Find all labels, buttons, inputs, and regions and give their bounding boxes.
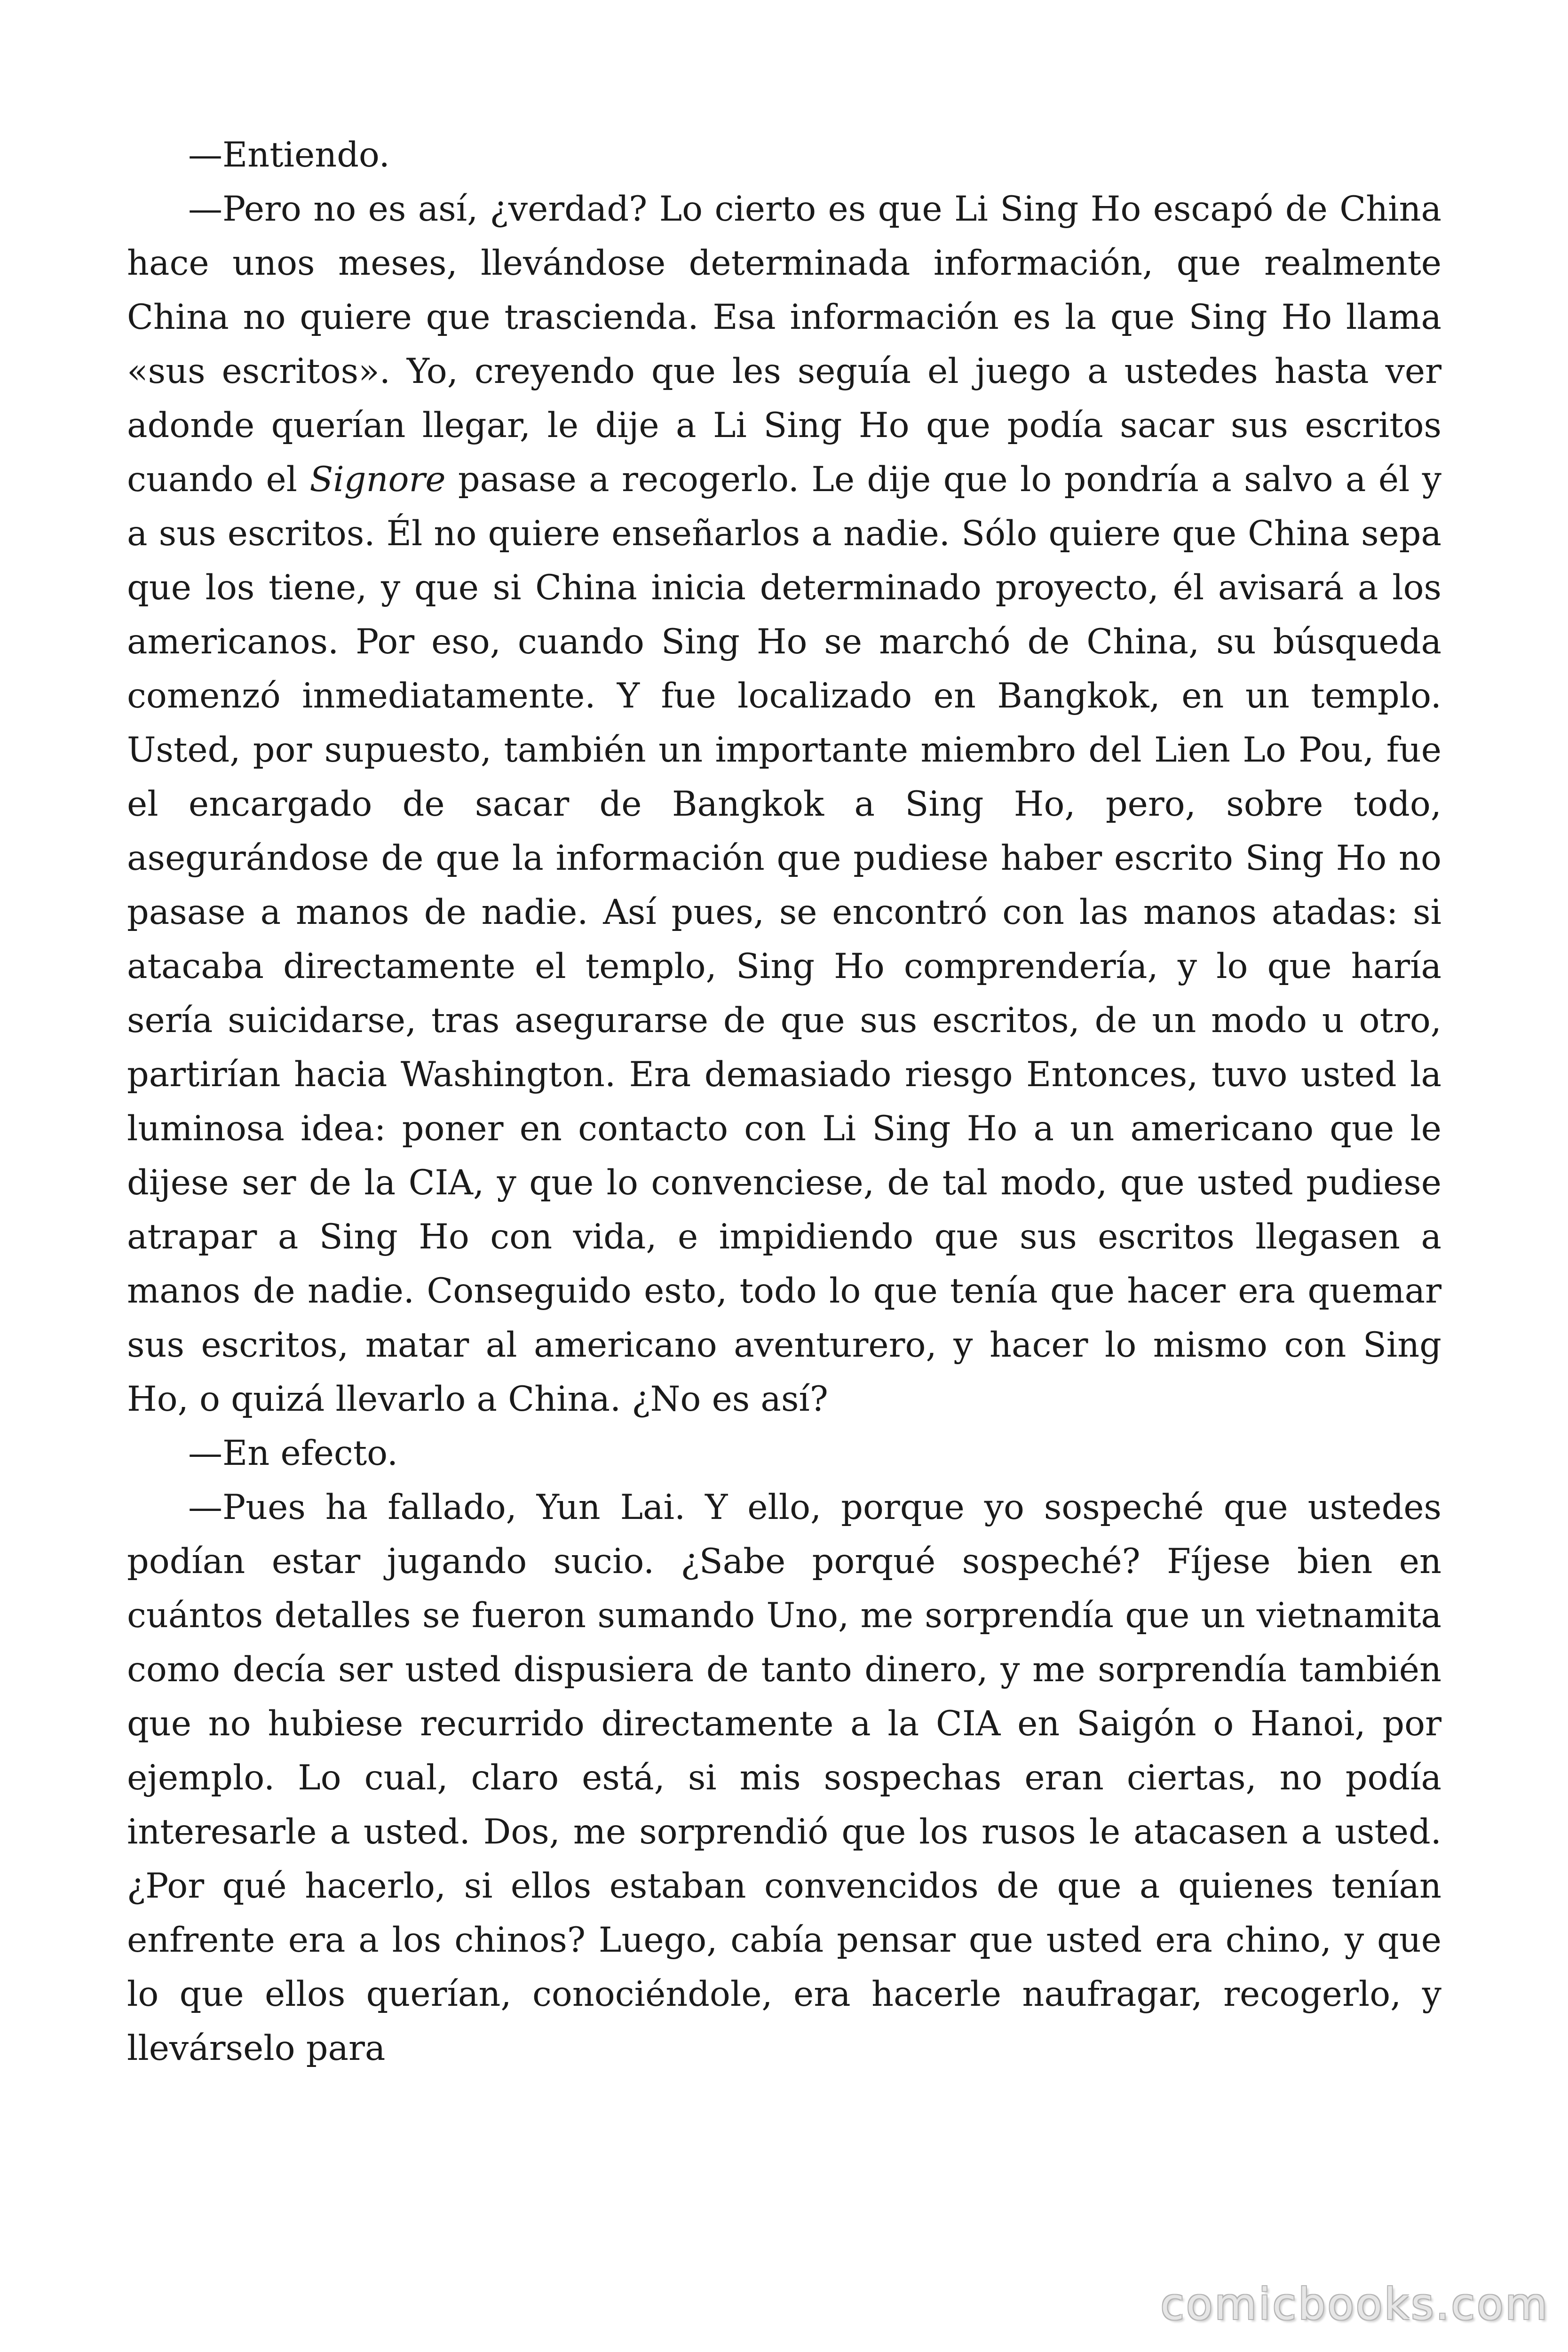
page-body xyxy=(127,128,1441,2075)
paragraph-pues-ha-fallado: —Pues ha fallado, Yun Lai. Y ello, porque yo sospeché que ustedes podían estar jugando sucio. ¿Sabe porqué sospeché? Fíjese bien en cuántos detalles se fueron sumando Uno, me sorprendía que un vietnamita como decía ser usted dispusiera de tanto dinero, y me sorprendía también que no hubiese recurrido directamente a la CIA en Saigón o Hanoi, por ejemplo. Lo cual, claro está, si mis sospechas eran ciertas, no podía interesarle a usted. Dos, me sorprendió que los rusos le atacasen a usted. ¿Por qué hacerlo, si ellos estaban convencidos de que a quienes tenían enfrente era a los chinos? Luego, cabía pensar que usted era chino, y que lo que ellos querían, conociéndole, era hacerle naufragar, recogerlo, y llevárselo para xyxy=(127,1487,1441,2068)
paragraph-entiendo: —Entiendo. xyxy=(188,135,390,175)
italic-signore: Signore xyxy=(309,460,446,500)
watermark-logo: comicbooks.com xyxy=(1160,2279,1549,2329)
paragraph-text-before-italic: —Pero no es así, ¿verdad? Lo cierto es que Li Sing Ho escapó de China hace unos meses, llevándose determinada información, que realmente China no quiere que trascienda. Esa información es la que Sing Ho llama «sus escritos». Yo, creyendo que les seguía el juego a ustedes hasta ver adonde querían llegar, le dije a Li Sing Ho que podía sacar sus escritos cuando el xyxy=(127,189,1441,500)
paragraph-li-sing-ho xyxy=(127,182,1441,1426)
paragraph-en-efecto: —En efecto. xyxy=(188,1433,398,1473)
paragraph-text-after-italic: pasase a recogerlo. Le dije que lo pondría a salvo a él y a sus escritos. Él no quiere enseñarlos a nadie. Sólo quiere que China sepa que los tiene, y que si China inicia determinado proyecto, él avisará a los americanos. Por eso, cuando Sing Ho se marchó de China, su búsqueda comenzó inmediatamente. Y fue localizado en Bangkok, en un templo. Usted, por supuesto, también un importante miembro del Lien Lo Pou, fue el encargado de sacar de Bangkok a Sing Ho, pero, sobre todo, asegurándose de que la información que pudiese haber escrito Sing Ho no pasase a manos de nadie. Así pues, se encontró con las manos atadas: si atacaba directamente el templo, Sing Ho comprendería, y lo que haría sería suicidarse, tras asegurarse de que sus escritos, de un modo u otro, partirían hacia Washington. Era demasiado riesgo Entonces, tuvo usted la luminosa idea: poner en contacto con Li Sing Ho a un americano que le dijese ser de la CIA, y que lo convenciese, de tal modo, que usted pudiese atrapar a Sing Ho con vida, e impidiendo que sus escritos llegasen a manos de nadie. Conseguido esto, todo lo que tenía que hacer era quemar sus escritos, matar al americano aventurero, y hacer lo mismo con Sing Ho, o quizá llevarlo a China. ¿No es así? xyxy=(127,460,1442,1419)
